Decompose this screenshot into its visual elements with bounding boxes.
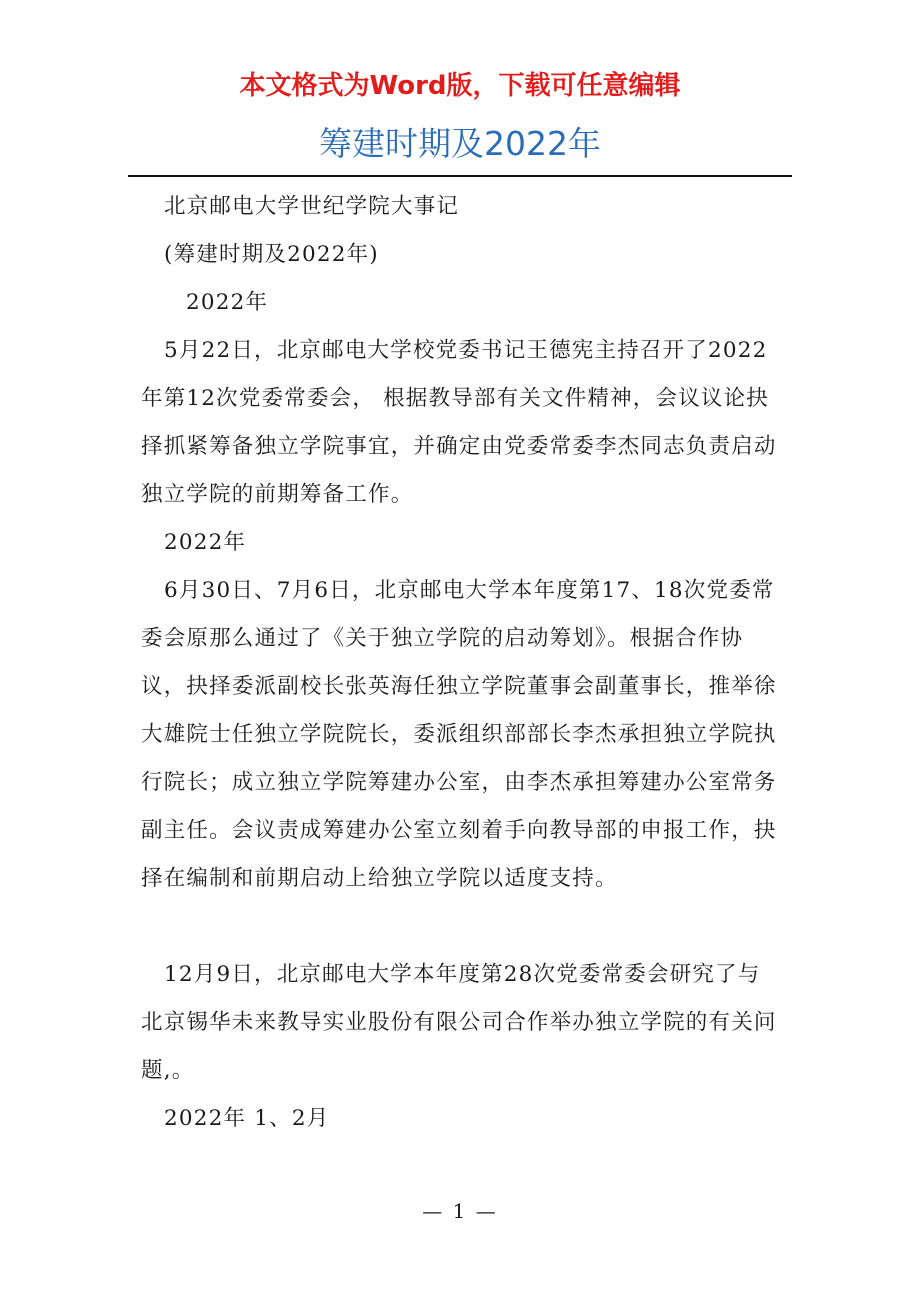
chronicle-heading: 北京邮电大学世纪学院大事记 (164, 194, 460, 219)
document-body (141, 183, 781, 1143)
page-number: — 1 — (422, 1199, 498, 1223)
paragraph-dec-9: 12月9日，北京邮电大学本年度第28次党委常委会研究了与北京锡华未来教导实业股份有限公司合作举办独立学院的有关问题,。 (141, 962, 777, 1083)
title-divider (128, 175, 792, 177)
paragraph-june-30: 6月30日、7月6日，北京邮电大学本年度第17、18次党委常委会原那么通过了《关于独立学院的启动筹划》。根据合作协议，抉择委派副校长张英海任独立学院董事会副董事长，推举徐大雄院士任独立学院院长，委派组织部部长李杰承担独立学院执行院长；成立独立学院筹建办公室，由李杰承担筹建办公室常务副主任。会议责成筹建办公室立刻着手向教导部的申报工作，抉择在编制和前期启动上给独立学院以适度支持。 (141, 578, 777, 891)
year-heading-3: 2022年 1、2月 (164, 1106, 330, 1131)
chronicle-subheading: (筹建时期及2022年) (164, 242, 379, 267)
document-title: 筹建时期及2022年 (319, 124, 601, 163)
paragraph-may-22: 5月22日，北京邮电大学校党委书记王德宪主持召开了2022年第12次党委常委会， 根据教导部有关文件精神，会议议论抉择抓紧筹备独立学院事宜，并确定由党委常委李杰同志负责启动独立学院的前期筹备工作。 (141, 338, 777, 507)
year-heading-2: 2022年 (164, 530, 247, 555)
download-banner: 本文格式为Word版，下载可任意编辑 (239, 71, 681, 101)
year-heading-1: 2022年 (186, 290, 269, 315)
